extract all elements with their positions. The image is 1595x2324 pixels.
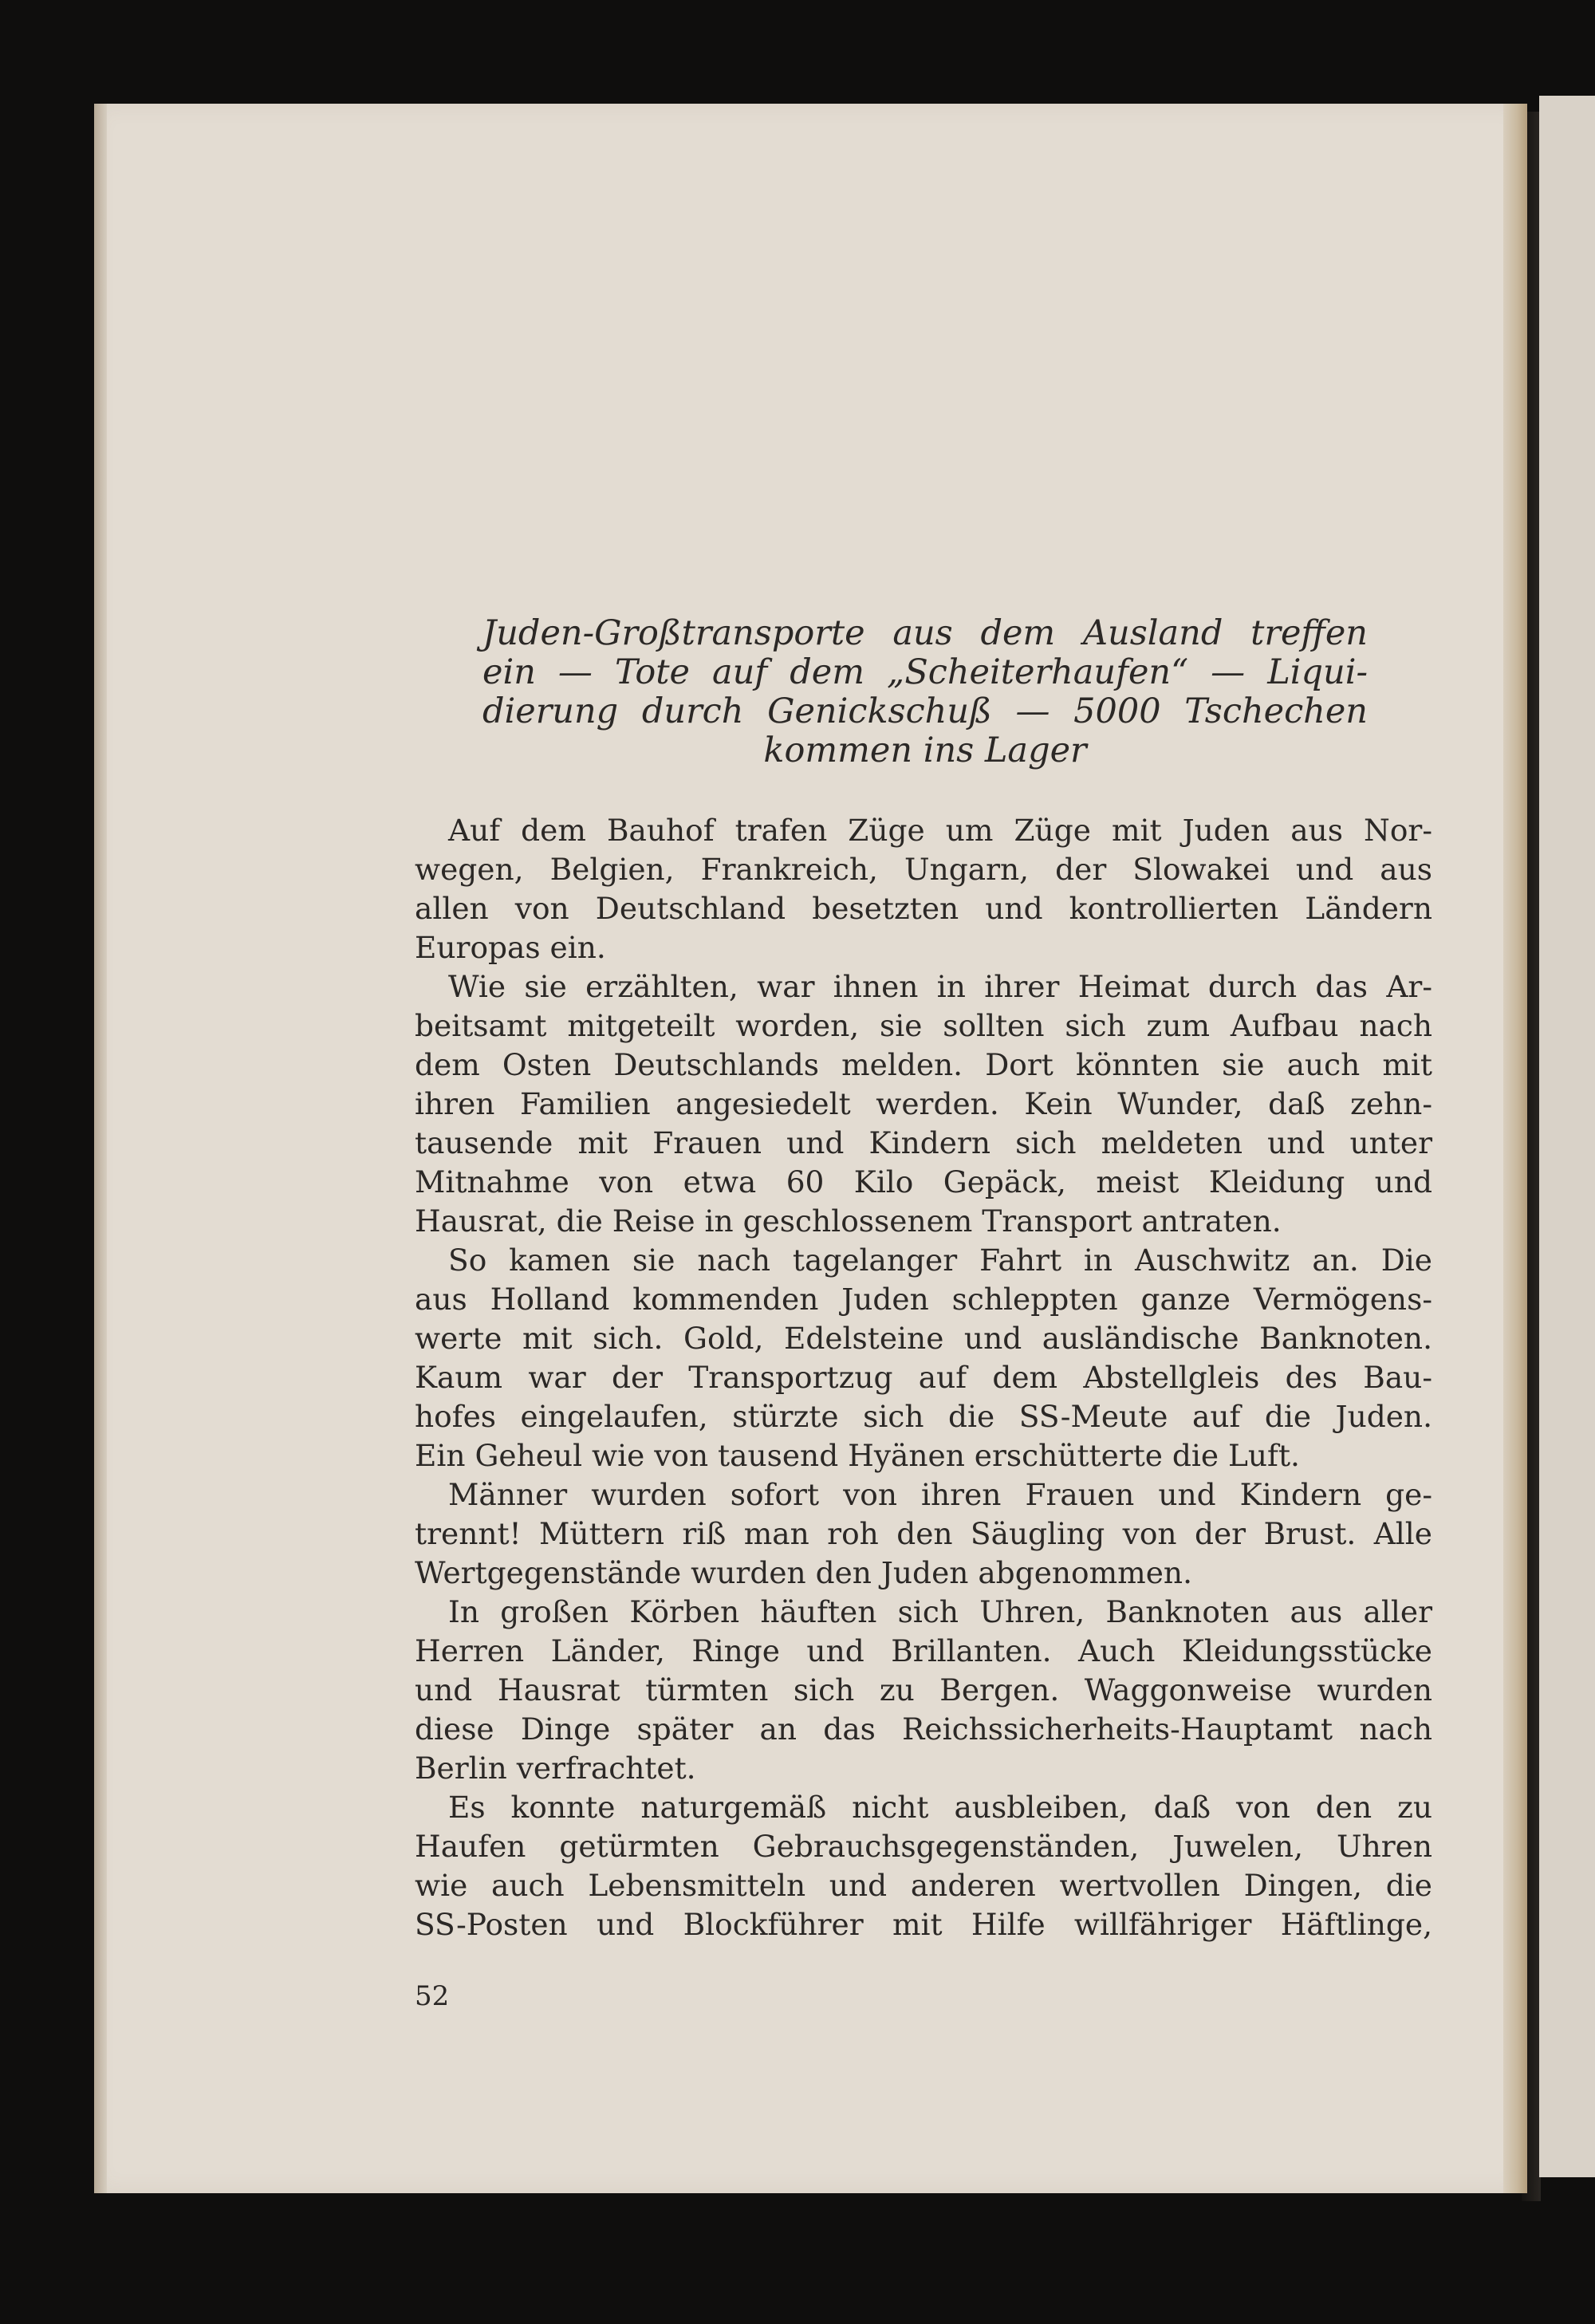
text-line: Kaum war der Transportzug auf dem Abstellgleis des Bau- [415, 1360, 1432, 1395]
text-line: Auf dem Bauhof trafen Züge um Züge mit Juden aus Nor- [448, 813, 1432, 848]
next-page-sliver [1539, 96, 1595, 2177]
paragraph [415, 811, 1432, 967]
text-line: und Hausrat türmten sich zu Bergen. Waggonweise wurden [415, 1672, 1432, 1708]
text-line: Es konnte naturgemäß nicht ausbleiben, daß von den zu [448, 1790, 1432, 1825]
text-line: aus Holland kommenden Juden schleppten ganze Vermögens- [415, 1282, 1432, 1317]
heading-line: Juden-Großtransporte aus dem Ausland treffen [482, 613, 1368, 653]
text-line: Wertgegenstände wurden den Juden abgenommen. [415, 1555, 1192, 1590]
text-line: tausende mit Frauen und Kindern sich meldeten und unter [415, 1125, 1432, 1160]
text-line: trennt! Müttern riß man roh den Säugling von der Brust. Alle [415, 1516, 1432, 1551]
text-line: Mitnahme von etwa 60 Kilo Gepäck, meist Kleidung und [415, 1164, 1432, 1199]
text-line: Herren Länder, Ringe und Brillanten. Auch Kleidungsstücke [415, 1633, 1432, 1668]
page-right-edge [1503, 104, 1527, 2193]
text-line: Hausrat, die Reise in geschlossenem Transport antraten. [415, 1203, 1282, 1239]
text-line: diese Dinge später an das Reichssicherheits-Hauptamt nach [415, 1711, 1432, 1747]
text-line: beitsamt mitgeteilt worden, sie sollten sich zum Aufbau nach [415, 1008, 1432, 1043]
paragraph [415, 1593, 1432, 1788]
heading-line: ein — Tote auf dem „Scheiterhaufen“ — Liqui- [482, 652, 1368, 692]
paragraph [415, 967, 1432, 1241]
page-left-edge [94, 104, 107, 2193]
text-line: Männer wurden sofort von ihren Frauen und Kindern ge- [448, 1477, 1432, 1512]
text-line: ihren Familien angesiedelt werden. Kein Wunder, daß zehn- [415, 1086, 1432, 1121]
text-line: Ein Geheul wie von tausend Hyänen erschütterte die Luft. [415, 1438, 1300, 1473]
text-line: Haufen getürmten Gebrauchsgegenständen, Juwelen, Uhren [415, 1829, 1432, 1864]
text-line: wegen, Belgien, Frankreich, Ungarn, der Slowakei und aus [415, 852, 1432, 887]
text-line: In großen Körben häuften sich Uhren, Banknoten aus aller [448, 1594, 1432, 1629]
text-line: SS-Posten und Blockführer mit Hilfe willfähriger Häftlinge, [415, 1907, 1432, 1942]
paragraph [415, 1241, 1432, 1475]
text-line: dem Osten Deutschlands melden. Dort könnten sie auch mit [415, 1047, 1432, 1082]
paragraph [415, 1475, 1432, 1593]
text-line: Berlin verfrachtet. [415, 1751, 696, 1786]
text-line: wie auch Lebensmitteln und anderen wertvollen Dingen, die [415, 1868, 1432, 1903]
body-text [415, 811, 1432, 1944]
text-line: Europas ein. [415, 930, 606, 965]
text-line: allen von Deutschland besetzten und kontrollierten Ländern [415, 891, 1432, 926]
paragraph [415, 1788, 1432, 1944]
text-line: werte mit sich. Gold, Edelsteine und ausländische Banknoten. [415, 1321, 1432, 1356]
chapter-heading [482, 614, 1368, 770]
heading-line: dierung durch Genickschuß — 5000 Tschechen [482, 691, 1368, 731]
text-line: Wie sie erzählten, war ihnen in ihrer Heimat durch das Ar- [448, 969, 1432, 1004]
text-line: hofes eingelaufen, stürzte sich die SS-Meute auf die Juden. [415, 1399, 1432, 1434]
heading-line: kommen ins Lager [763, 731, 1087, 770]
text-line: So kamen sie nach tagelanger Fahrt in Auschwitz an. Die [448, 1243, 1432, 1278]
page-number: 52 [415, 1980, 450, 2012]
